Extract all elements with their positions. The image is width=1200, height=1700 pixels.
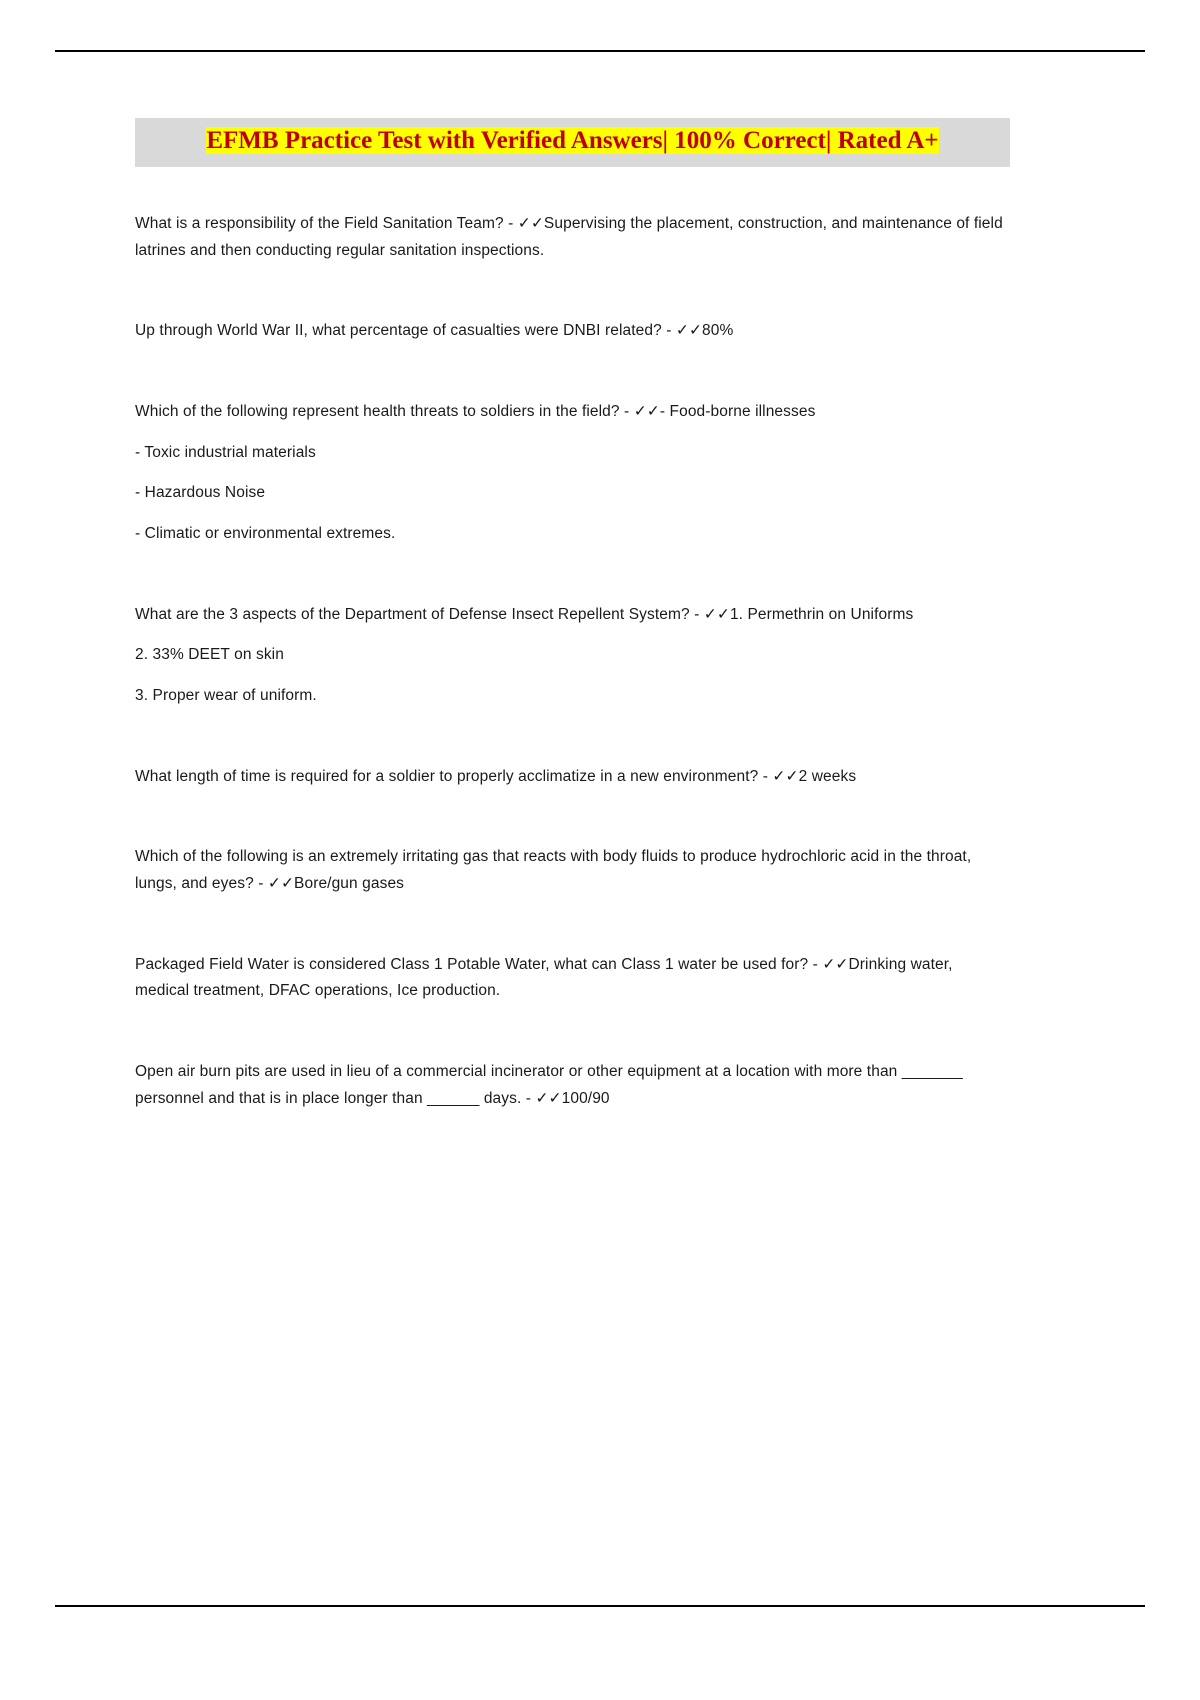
qa-line: Which of the following is an extremely irritating gas that reacts with body fluids to produce hydrochloric acid in the throat, lungs, and eyes? - ✓✓Bore/gun gases: [135, 848, 972, 892]
block-spacer: [135, 580, 1010, 602]
block-spacer: [135, 930, 1010, 952]
qa-line: Which of the following represent health threats to soldiers in the field? - ✓✓- Food-borne illnesses: [135, 402, 816, 420]
block-spacer: [135, 822, 1010, 844]
qa-line: - Hazardous Noise: [135, 484, 266, 502]
qa-line: - Climatic or environmental extremes.: [135, 524, 396, 542]
footer-divider-rule: [55, 1605, 1145, 1607]
document-content: [135, 118, 1010, 1144]
block-spacer: [135, 296, 1010, 318]
block-spacer: [135, 742, 1010, 764]
qa-line: What are the 3 aspects of the Department of Defense Insect Repellent System? - ✓✓1. Permethrin on Uniforms: [135, 605, 914, 623]
page-title: EFMB Practice Test with Verified Answers| 100% Correct| Rated A+: [206, 127, 939, 154]
qa-line: 3. Proper wear of uniform.: [135, 686, 317, 704]
block-spacer: [135, 1037, 1010, 1059]
qa-line: Open air burn pits are used in lieu of a commercial incinerator or other equipment at a location with more than _______ personnel and that is in place longer than ______ days. - ✓✓100/90: [135, 1062, 963, 1107]
qa-block: [135, 399, 1010, 548]
header-divider-rule: [55, 50, 1145, 52]
qa-block: [135, 211, 1010, 264]
qa-block: [135, 602, 1010, 710]
qa-line: Up through World War II, what percentage of casualties were DNBI related? - ✓✓80%: [135, 322, 734, 340]
qa-line: What length of time is required for a soldier to properly acclimatize in a new environment? - ✓✓2 weeks: [135, 767, 857, 785]
block-spacer: [135, 377, 1010, 399]
qa-line: What is a responsibility of the Field Sanitation Team? - ✓✓Supervising the placement, construction, and maintenance of field latrines and then conducting regular sanitation inspections.: [135, 215, 1003, 259]
qa-line: 2. 33% DEET on skin: [135, 646, 284, 664]
qa-block: [135, 764, 1010, 791]
qa-block: [135, 952, 1010, 1005]
qa-line: Packaged Field Water is considered Class 1 Potable Water, what can Class 1 water be used for? - ✓✓Drinking water, medical treatment, DFAC operations, Ice production.: [135, 955, 953, 1000]
qa-list: [135, 211, 1010, 1112]
document-title-band: [135, 118, 1010, 167]
qa-line: - Toxic industrial materials: [135, 443, 316, 461]
qa-block: [135, 318, 1010, 345]
qa-block: [135, 1059, 1010, 1112]
qa-block: [135, 844, 1010, 897]
